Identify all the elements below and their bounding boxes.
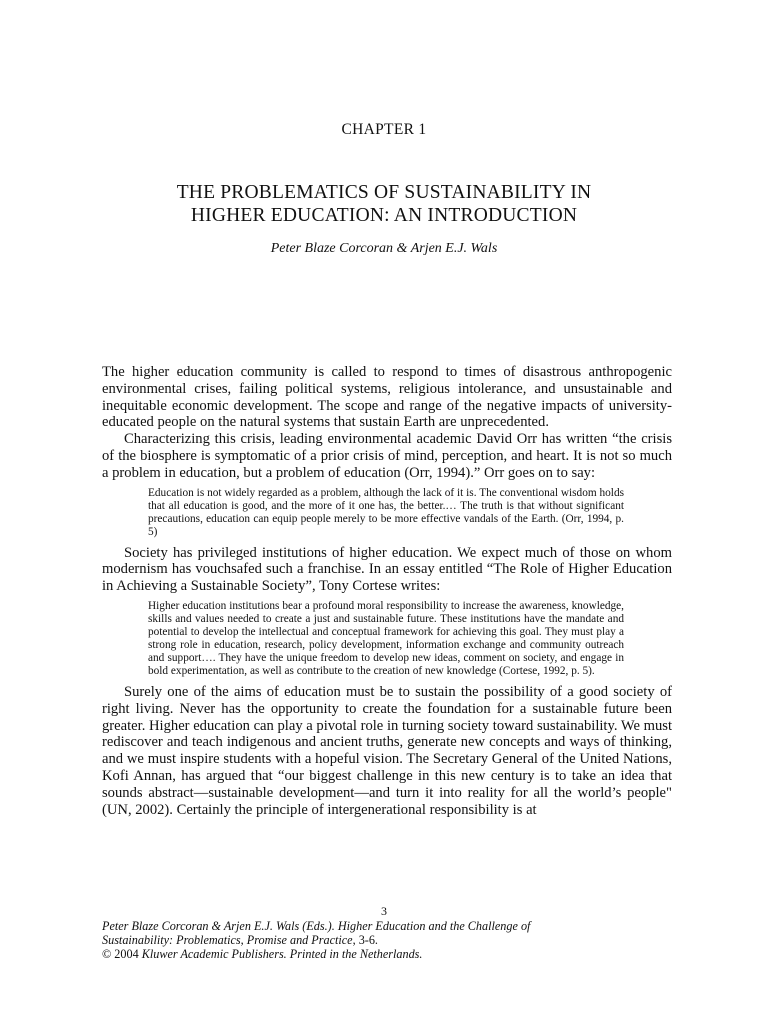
paragraph-4: Surely one of the aims of education must be to sustain the possibility of a good society of right living. Never has the opportunity to create the foundation for a sustainable future been greater. Higher education can play a pivotal role in turning society toward sustainability. We must rediscover and teach indigenous and ancient truths, generate new concepts and ways of thinking, and we must inspire students with a hopeful vision. The Secretary General of the United Nations, Kofi Annan, has argued that “our biggest challenge in this new century is to take an idea that sounds abstract—sustainable development—and turn it into reality for all the world’s people" (UN, 2002). Certainly the principle of intergenerational responsibility is at (102, 683, 672, 818)
footer-line-2 (102, 933, 682, 947)
paragraph-2: Characterizing this crisis, leading environmental academic David Orr has written “the crisis of the biosphere is symptomatic of a prior crisis of mind, perception, and heart. It is not so much a problem in education, but a problem of education (Orr, 1994).” Orr goes on to say: (102, 431, 672, 481)
book-title: Sustainability: Problematics, Promise and Practice (102, 933, 353, 947)
citation-footer (102, 919, 682, 961)
title-line-2: HIGHER EDUCATION: AN INTRODUCTION (190, 205, 578, 226)
authors: Peter Blaze Corcoran & Arjen E.J. Wals (270, 241, 498, 256)
footer-line-3 (102, 947, 682, 961)
page-number: 3 (381, 904, 387, 918)
block-quote-orr: Education is not widely regarded as a problem, although the lack of it is. The conventional wisdom holds that all education is good, and the more of it one has, the better.… The truth is that without significant precautions, education can equip people merely to be more effective vandals of the Earth. (Orr, 1994, p. 5) (148, 486, 624, 538)
paragraph-1: The higher education community is called to respond to times of disastrous anthropogenic environmental crises, failing political systems, religious intolerance, and unsustainable and inequitable economic development. The scope and range of the negative impacts of university-educated people on the natural systems that sustain Earth are unprecedented. (102, 364, 672, 431)
body-text (102, 364, 672, 818)
title-line-1: THE PROBLEMATICS OF SUSTAINABILITY IN (176, 182, 592, 203)
page-range: , 3-6. (352, 933, 378, 947)
publisher: Kluwer Academic Publishers. Printed in the Netherlands. (141, 947, 423, 961)
block-quote-cortese: Higher education institutions bear a profound moral responsibility to increase the awareness, knowledge, skills and values needed to create a just and sustainable future. These institutions have the mandate and potential to develop the intellectual and conceptual framework for achieving this goal. They must play a strong role in education, research, policy development, information exchange and community outreach and support…. They have the unique freedom to develop new ideas, comment on society, and engage in bold experimentation, as well as contribute to the creation of new knowledge (Cortese, 1992, p. 5). (148, 599, 624, 677)
chapter-title (80, 181, 688, 227)
footer-line-1: Peter Blaze Corcoran & Arjen E.J. Wals (Eds.). Higher Education and the Challenge of (102, 919, 531, 933)
paragraph-3: Society has privileged institutions of higher education. We expect much of those on whom modernism has vouchsafed such a franchise. In an essay entitled “The Role of Higher Education in Achieving a Sustainable Society”, Tony Cortese writes: (102, 544, 672, 595)
chapter-label: CHAPTER 1 (341, 121, 427, 138)
copyright: © 2004 (102, 947, 142, 961)
